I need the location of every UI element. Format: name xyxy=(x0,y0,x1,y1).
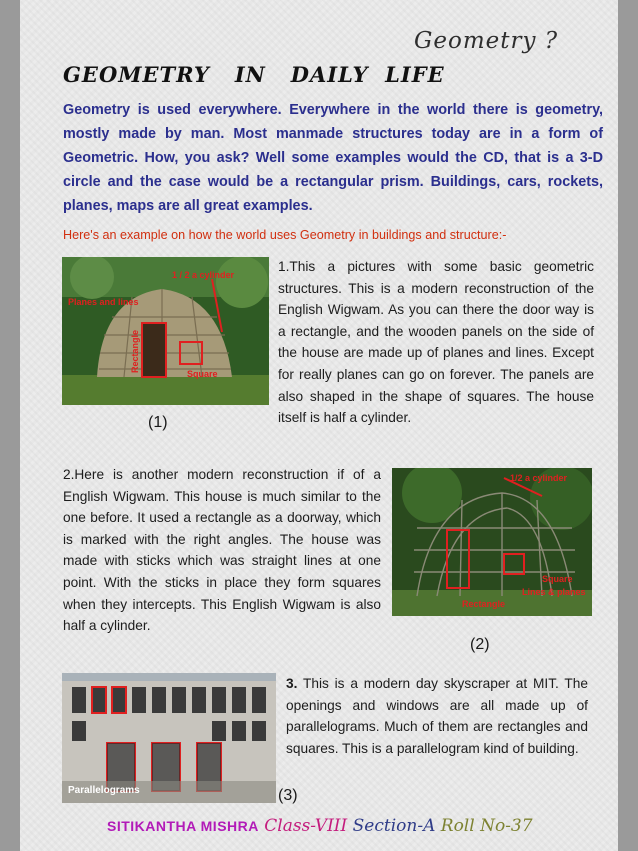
caption-1: (1) xyxy=(148,414,168,431)
caption-2: (2) xyxy=(470,636,490,653)
label-cylinder-2: 1/2 a cylinder xyxy=(510,473,568,483)
wigwam-photo-1 xyxy=(62,257,269,405)
label-rectangle-2: Rectangle xyxy=(462,599,506,609)
intro-paragraph: Geometry is used everywhere. Everywhere in the world there is geometry, mostly made by man. Most manmade structures today are in a form of Geometric. How, you ask? Well some examples would the CD, that is a 3-D circle and the case would be a rectangular prism. Buildings, cars, rockets, planes, maps are all great examples. xyxy=(63,102,603,214)
footer xyxy=(107,816,533,836)
example-3-body: This is a modern day skyscraper at MIT. The openings and windows are all made up of parallelograms. Much of them are rectangles and squares. This is a parallelogram kind of building. xyxy=(286,676,588,756)
page-question: Geometry ? xyxy=(414,28,559,54)
label-square-1: Square xyxy=(187,369,218,379)
wigwam-photo-2 xyxy=(392,468,592,616)
wigwam-illustration-1 xyxy=(62,257,269,405)
caption-3: (3) xyxy=(278,787,298,804)
label-cylinder-1: 1 / 2 a cylinder xyxy=(172,270,235,280)
page-title: GEOMETRY IN DAILY LIFE xyxy=(63,62,445,87)
label-parallelograms: Parallelograms xyxy=(68,785,140,796)
label-rectangle-1: Rectangle xyxy=(130,329,140,373)
student-roll: Roll No-37 xyxy=(440,816,533,836)
example-2-text: 2.Here is another modern reconstruction if of a English Wigwam. This house is much similar to the one before. It used a rectangle as a doorway, which is marked with the right angles. The house was made with sticks which was straight lines at one point. With the sticks in place they form squares when they intercepts. This English Wigwam is also half a cylinder. xyxy=(63,467,381,634)
lead-text: Here's an example on how the world uses Geometry in buildings and structure:- xyxy=(63,228,507,242)
student-name: SITIKANTHA MISHRA xyxy=(107,818,259,834)
example-3-text xyxy=(286,673,588,759)
student-section: Section-A xyxy=(352,816,436,836)
mit-building-photo xyxy=(62,673,276,803)
building-illustration-3 xyxy=(62,673,276,803)
label-square-2: Square xyxy=(542,574,573,584)
label-planes-1: Planes and lines xyxy=(68,297,139,307)
example-3-number: 3. xyxy=(286,676,298,691)
wigwam-illustration-2 xyxy=(392,468,592,616)
student-class: Class-VIII xyxy=(264,816,348,836)
example-1-text: 1.This a pictures with some basic geometric structures. This is a modern reconstruction of the English Wigwam. As you can there the door way is a rectangle, and the wooden panels on the side of the house are made up of planes and lines. Except for really planes can go on forever. The panels are also shaped in the shape of squares. The house itself is half a cylinder. xyxy=(278,259,594,426)
label-lines-2: Lines & planes xyxy=(522,587,586,597)
